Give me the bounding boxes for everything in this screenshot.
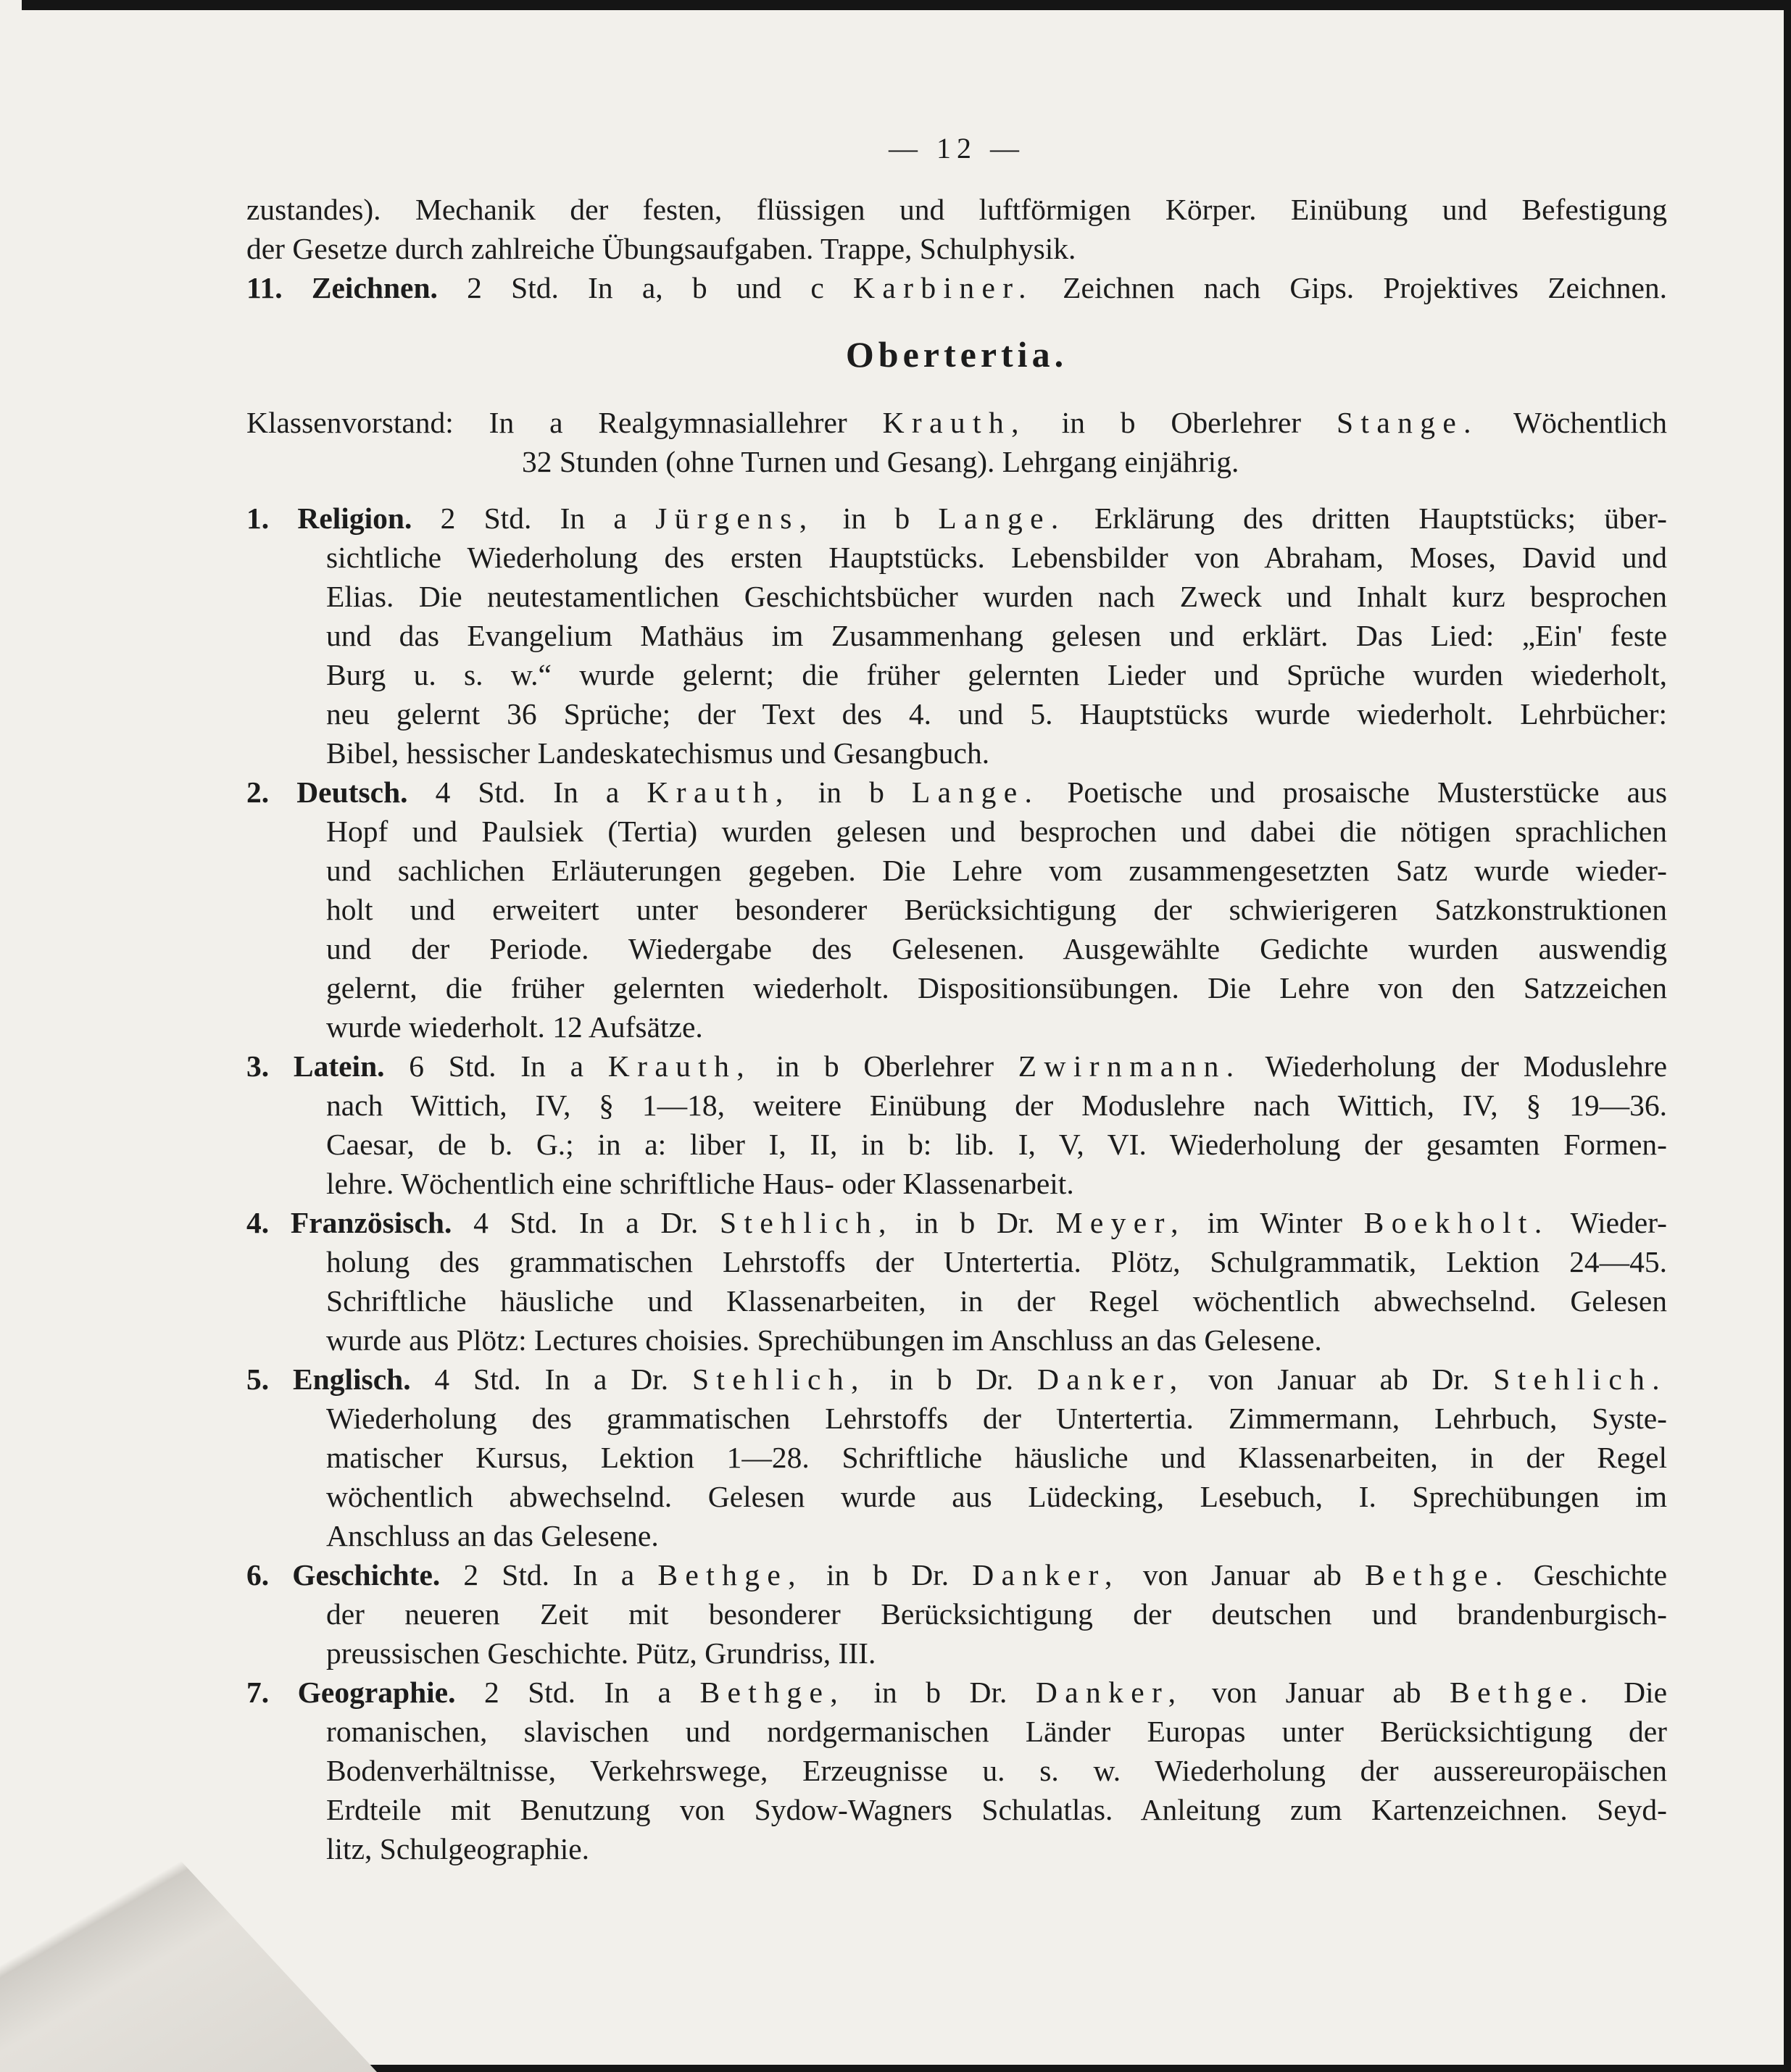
teacher-name: Zwirnmann. <box>1018 1049 1242 1083</box>
subject-entry <box>246 773 1667 1047</box>
subject-line <box>246 1555 1667 1594</box>
subject-number: 4. <box>246 1206 291 1239</box>
subject-number: 5. <box>246 1362 293 1396</box>
subject-entry <box>246 1203 1667 1360</box>
continuation-line-1: zustandes). Mechanik der festen, flüssigen und luftförmigen Körper. Einübung und Befestigung <box>246 193 1667 226</box>
subject-text: Poetische und prosaische Musterstücke aus <box>1039 775 1668 809</box>
subject-text: Zeichnen nach Gips. Projektives Zeichnen. <box>1063 271 1668 304</box>
section-heading: Obertertia. <box>845 334 1068 375</box>
subject-list <box>246 499 1667 1868</box>
subject-text: preussischen Geschichte. Pütz, Grundriss, III. <box>326 1636 876 1670</box>
subject-line <box>246 1594 1667 1634</box>
subject-text: Erdteile mit Benutzung von Sydow-Wagners Schulatlas. Anleitung zum Kartenzeichnen. Seyd- <box>326 1793 1667 1826</box>
teacher-name: Stange. <box>1336 406 1479 439</box>
subject-line <box>246 1751 1667 1790</box>
subject-line <box>246 733 1667 773</box>
teacher-name: Danker, <box>1035 1676 1184 1709</box>
subject-text: 4 Std. In a <box>435 775 647 809</box>
subject-text: Erklärung des dritten Hauptstücks; über- <box>1065 502 1667 535</box>
subject-number: 3. <box>246 1049 294 1083</box>
teacher-name: Lange. <box>911 775 1040 809</box>
subject-line <box>246 1829 1667 1868</box>
subject-entry <box>246 1555 1667 1673</box>
subject-number: 7. <box>246 1676 298 1709</box>
subject-line <box>246 1438 1667 1477</box>
subject-text: 2 Std. In a <box>440 502 656 535</box>
subject-number: 6. <box>246 1558 293 1592</box>
subject-text: wöchentlich abwechselnd. Gelesen wurde aus Lüdecking, Lesebuch, I. Sprechübungen im <box>326 1480 1667 1513</box>
subject-text: in b Oberlehrer <box>752 1049 1018 1083</box>
subject-line <box>246 1047 1667 1086</box>
subject-line <box>246 968 1667 1007</box>
subject-text: Wieder- <box>1549 1206 1668 1239</box>
subject-text: 6 Std. In a <box>409 1049 608 1083</box>
subject-line <box>246 1281 1667 1320</box>
subject-text: Die <box>1595 1676 1668 1709</box>
subject-name: Religion. <box>297 502 441 535</box>
subject-text: lehre. Wöchentlich eine schriftliche Haus- oder Klassenarbeit. <box>326 1167 1074 1200</box>
teacher-name: Danker, <box>1036 1362 1185 1396</box>
subject-text: Burg u. s. w.“ wurde gelernt; die früher gelernten Lieder und Sprüche wurden wiederholt, <box>326 658 1667 691</box>
subject-text: von Januar ab <box>1183 1676 1450 1709</box>
teacher-name: Krauth, <box>607 1049 752 1083</box>
teacher-name: Bethge, <box>657 1558 803 1592</box>
klassenvorstand-text: Wöchentlich <box>1513 406 1668 439</box>
teacher-name: Bethge, <box>699 1676 845 1709</box>
teacher-name: Karbiner. <box>852 271 1034 304</box>
subject-name: Englisch. <box>292 1362 435 1396</box>
subject-name: Geographie. <box>297 1676 484 1709</box>
subject-text: und sachlichen Erläuterungen gegeben. Die Lehre vom zusammengesetzten Satz wurde wieder- <box>326 854 1667 887</box>
subject-text: und das Evangelium Mathäus im Zusammenhang gelesen und erklärt. Das Lied: „Ein' feste <box>326 619 1667 652</box>
klassenvorstand-line-1 <box>246 403 1667 442</box>
subject-line <box>246 577 1667 616</box>
subject-text: matischer Kursus, Lektion 1—28. Schriftliche häusliche und Klassenarbeiten, in der Regel <box>326 1441 1667 1474</box>
subject-line <box>246 812 1667 851</box>
subject-text: 2 Std. In a <box>463 1558 658 1592</box>
subject-text: holung des grammatischen Lehrstoffs der Untertertia. Plötz, Schulgrammatik, Lektion 24—45. <box>326 1245 1667 1278</box>
subject-line <box>246 1790 1667 1829</box>
subject-text: von Januar ab Dr. <box>1184 1362 1494 1396</box>
subject-text: sichtliche Wiederholung des ersten Hauptstücks. Lebensbilder von Abraham, Moses, David und <box>326 541 1667 574</box>
continuation-line-2: der Gesetze durch zahlreiche Übungsaufgaben. Trappe, Schulphysik. <box>246 232 1076 265</box>
subject-text: Bodenverhältnisse, Verkehrswege, Erzeugnisse u. s. w. Wiederholung der aussereuropäischen <box>326 1754 1667 1787</box>
subject-entry <box>246 499 1667 773</box>
subject-number: 2. <box>246 775 297 809</box>
subject-line <box>246 655 1667 694</box>
subject-line <box>246 499 1667 538</box>
subject-text: 2 Std. In a <box>483 1676 700 1709</box>
subject-text: Wiederholung der Moduslehre <box>1241 1049 1668 1083</box>
teacher-name: Krauth, <box>882 406 1026 439</box>
subject-text: in b Dr. <box>802 1558 973 1592</box>
subject-text: im Winter <box>1185 1206 1364 1239</box>
subject-entry <box>246 1047 1667 1203</box>
subject-text: wurde aus Plötz: Lectures choisies. Sprechübungen im Anschluss an das Gelesene. <box>326 1323 1322 1357</box>
klassenvorstand-text: in b Oberlehrer <box>1061 406 1302 439</box>
subject-text: Hopf und Paulsiek (Tertia) wurden gelesen und besprochen und dabei die nötigen sprachlichen <box>326 815 1667 848</box>
subject-text: gelernt, die früher gelernten wiederholt. Dispositionsübungen. Die Lehre von den Satzzeichen <box>326 971 1667 1004</box>
subject-line <box>246 1086 1667 1125</box>
subject-text: in b Dr. <box>845 1676 1036 1709</box>
subject-text: in b Dr. <box>865 1362 1037 1396</box>
subject-text: und der Periode. Wiedergabe des Gelesenen. Ausgewählte Gedichte wurden auswendig <box>326 932 1667 965</box>
subject-line <box>246 1516 1667 1555</box>
teacher-name: Stehlich. <box>1493 1362 1668 1396</box>
subject-line <box>246 1712 1667 1751</box>
teacher-name: Krauth, <box>647 775 791 809</box>
subject-line <box>246 1125 1667 1164</box>
subject-line <box>246 538 1667 577</box>
subject-name: Zeichnen. <box>311 271 438 304</box>
subject-line <box>246 1360 1667 1399</box>
subject-name: Deutsch. <box>296 775 436 809</box>
subject-line <box>246 1673 1667 1712</box>
subject-text: 4 Std. In a Dr. <box>434 1362 692 1396</box>
subject-text: in b <box>814 502 939 535</box>
scan-border-right <box>1784 0 1791 2072</box>
teacher-name: Danker, <box>972 1558 1120 1592</box>
subject-name: Geschichte. <box>292 1558 464 1592</box>
subject-line <box>246 1007 1667 1047</box>
subject-name: Französisch. <box>290 1206 474 1239</box>
subject-text: der neueren Zeit mit besonderer Berücksichtigung der deutschen und brandenburgisch- <box>326 1597 1667 1631</box>
subject-text: in b Dr. <box>893 1206 1056 1239</box>
subject-line <box>246 1203 1667 1242</box>
teacher-name: Bethge. <box>1450 1676 1595 1709</box>
subject-text: 2 Std. In a, b und c <box>467 271 824 304</box>
subject-number: 11. <box>246 271 283 304</box>
subject-text: Caesar, de b. G.; in a: liber I, II, in b: lib. I, V, VI. Wiederholung der gesamten Formen- <box>326 1128 1667 1161</box>
subject-line <box>246 890 1667 929</box>
subject-text: in b <box>790 775 912 809</box>
subject-text: Schriftliche häusliche und Klassenarbeiten, in der Regel wöchentlich abwechselnd. Gelesen <box>326 1284 1667 1318</box>
subject-line <box>246 616 1667 655</box>
subject-text: Elias. Die neutestamentlichen Geschichtsbücher wurden nach Zweck und Inhalt kurz besprochen <box>326 580 1667 613</box>
subject-text: Bibel, hessischer Landeskatechismus und Gesangbuch. <box>326 736 990 770</box>
subject-entry <box>246 1673 1667 1868</box>
subject-text: Geschichte <box>1510 1558 1668 1592</box>
subject-text: nach Wittich, IV, § 1—18, weitere Einübung der Moduslehre nach Wittich, IV, § 19—36. <box>326 1089 1667 1122</box>
subject-line <box>246 1634 1667 1673</box>
subject-line <box>246 1477 1667 1516</box>
subject-line <box>246 929 1667 968</box>
teacher-name: Boekholt. <box>1363 1206 1550 1239</box>
subject-text: wurde wiederholt. 12 Aufsätze. <box>326 1010 703 1044</box>
subject-line <box>246 1320 1667 1360</box>
subject-entry <box>246 1360 1667 1555</box>
subject-text: romanischen, slavischen und nordgermanischen Länder Europas unter Berücksichtigung der <box>326 1715 1667 1748</box>
subject-text: Wiederholung des grammatischen Lehrstoffs der Untertertia. Zimmermann, Lehrbuch, Syste- <box>326 1402 1667 1435</box>
teacher-name: Meyer, <box>1055 1206 1186 1239</box>
scan-border-top <box>22 0 1791 10</box>
teacher-name: Stehlich, <box>691 1362 866 1396</box>
subject-text: von Januar ab <box>1119 1558 1365 1592</box>
klassenvorstand <box>246 403 1667 481</box>
subject-text: Anschluss an das Gelesene. <box>326 1519 659 1552</box>
subject-line <box>246 1164 1667 1203</box>
subject-number: 1. <box>246 502 298 535</box>
page-number: — 12 — <box>889 132 1025 165</box>
klassenvorstand-text: Klassenvorstand: In a Realgymnasiallehrer <box>246 406 847 439</box>
subject-line <box>246 1399 1667 1438</box>
subject-text: 4 Std. In a Dr. <box>473 1206 720 1239</box>
subject-text: litz, Schulgeographie. <box>326 1832 590 1865</box>
subject-line <box>246 1242 1667 1281</box>
teacher-name: Bethge. <box>1364 1558 1510 1592</box>
teacher-name: Jürgens, <box>655 502 815 535</box>
subject-text: holt und erweitert unter besonderer Berücksichtigung der schwierigeren Satzkonstruktionen <box>326 893 1667 926</box>
subject-name: Latein. <box>293 1049 410 1083</box>
subject-line <box>246 773 1667 812</box>
page-content <box>246 129 1667 1868</box>
subject-text: neu gelernt 36 Sprüche; der Text des 4. und 5. Hauptstücks wurde wiederholt. Lehrbücher: <box>326 697 1667 731</box>
subject-line <box>246 694 1667 733</box>
teacher-name: Stehlich, <box>720 1206 894 1239</box>
subject-line <box>246 851 1667 890</box>
teacher-name: Lange. <box>938 502 1066 535</box>
klassenvorstand-line-2: 32 Stunden (ohne Turnen und Gesang). Lehrgang einjährig. <box>522 445 1239 478</box>
subject-zeichnen <box>246 268 1667 307</box>
